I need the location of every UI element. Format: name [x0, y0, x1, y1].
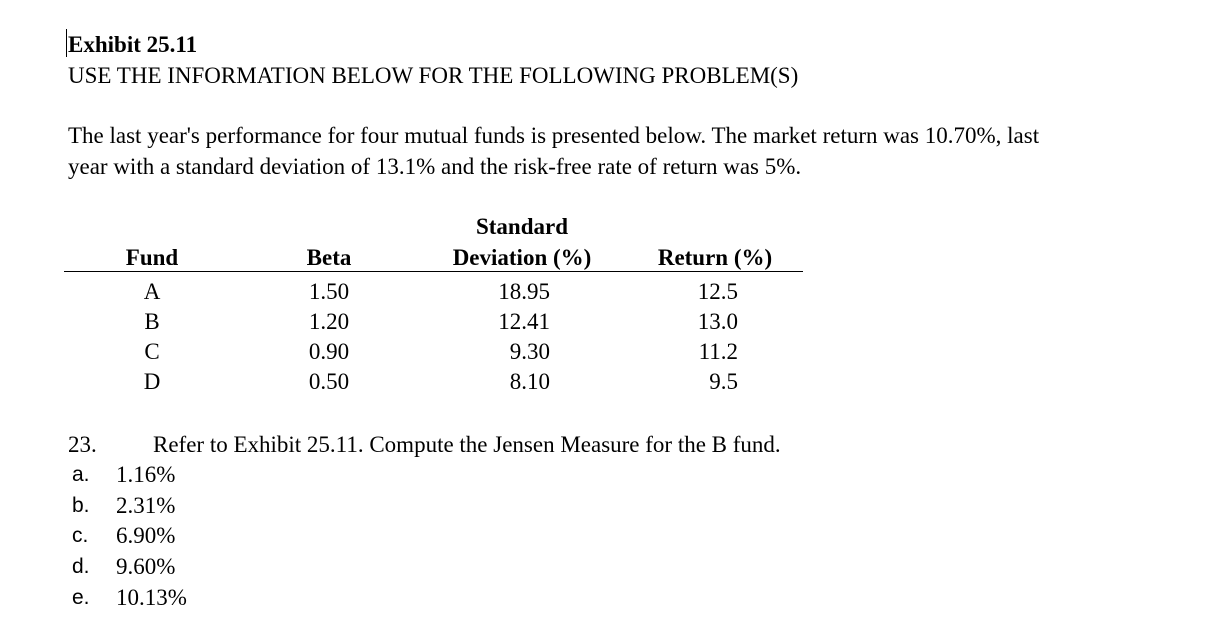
option-d-text: 9.60% — [116, 554, 176, 579]
row-a-sd: 18.95 — [498, 279, 550, 304]
row-d-return: 9.5 — [709, 369, 738, 394]
option-b-text: 2.31% — [116, 493, 176, 518]
row-a-return: 12.5 — [697, 279, 738, 304]
option-a-letter: a. — [72, 463, 90, 486]
header-return: Return (%) — [657, 245, 773, 270]
option-c-text: 6.90% — [116, 523, 176, 548]
option-e-text: 10.13% — [116, 585, 187, 610]
intro-paragraph-line-1: The last year's performance for four mutual funds is presented below. The market return was 10.70%, last — [68, 123, 1040, 148]
row-d-beta: 0.50 — [308, 369, 350, 394]
option-a-text: 1.16% — [116, 462, 176, 487]
row-d-sd: 8.10 — [509, 369, 550, 394]
header-beta: Beta — [306, 245, 352, 270]
row-b-fund: B — [144, 309, 160, 334]
exhibit-title: Exhibit 25.11 — [68, 32, 198, 57]
row-c-fund: C — [144, 339, 160, 364]
row-c-beta: 0.90 — [308, 339, 350, 364]
intro-paragraph-line-2: year with a standard deviation of 13.1% and the risk-free rate of return was 5%. — [68, 154, 802, 179]
option-b-letter: b. — [72, 494, 90, 517]
exhibit-instruction: USE THE INFORMATION BELOW FOR THE FOLLOWING PROBLEM(S) — [68, 63, 799, 88]
row-b-return: 13.0 — [697, 309, 738, 334]
option-d-letter: d. — [72, 555, 90, 578]
row-b-sd: 12.41 — [498, 309, 550, 334]
header-fund: Fund — [125, 245, 179, 270]
table-header-rule — [64, 271, 803, 272]
option-c-letter: c. — [72, 524, 89, 547]
header-standard-deviation-line-1: Standard — [475, 214, 569, 239]
text-cursor — [66, 29, 67, 57]
row-a-beta: 1.50 — [308, 279, 350, 304]
row-a-fund: A — [143, 279, 161, 304]
question-number: 23. — [68, 432, 97, 457]
row-b-beta: 1.20 — [308, 309, 350, 334]
header-standard-deviation-line-2: Deviation (%) — [452, 245, 592, 270]
row-c-return: 11.2 — [698, 339, 738, 364]
question-text: Refer to Exhibit 25.11. Compute the Jensen Measure for the B fund. — [153, 432, 781, 457]
row-d-fund: D — [143, 369, 161, 394]
option-e-letter: e. — [72, 586, 90, 609]
row-c-sd: 9.30 — [509, 339, 550, 364]
